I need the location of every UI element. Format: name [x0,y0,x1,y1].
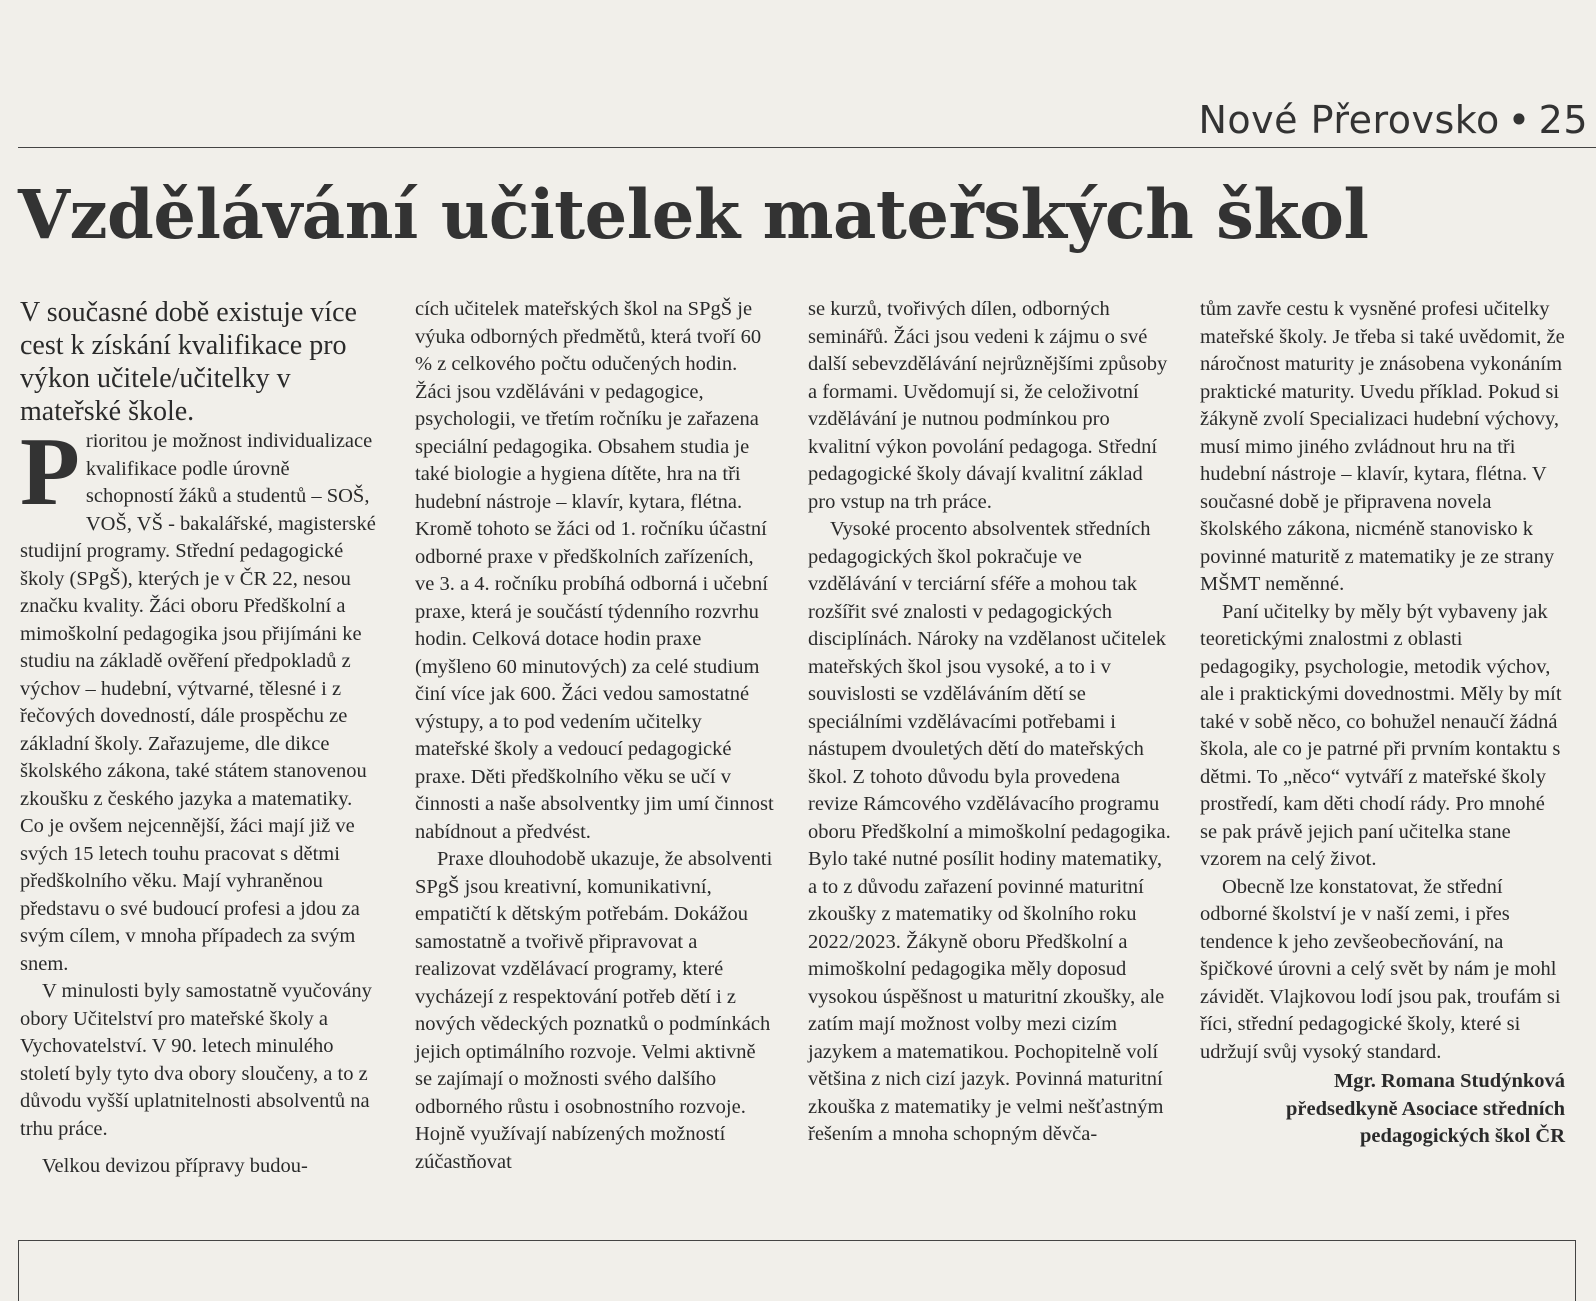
header-separator: • [1507,98,1531,142]
article-column-2 [415,296,777,1176]
author-name: Mgr. Romana Studýnková [1333,1070,1565,1092]
author-signature [1200,1068,1565,1151]
header-rule [18,147,1596,148]
paragraph-text: rioritou je možnost individualizace kvalifikace podle úrovně schopností žáků a studentů – SOŠ, VOŠ, VŠ - bakalářské, magisterské studijní programy. Střední pedagogické školy (SPgŠ), kterých je v ČR 22, nesou značku kvality. Žáci oboru Předškolní a mimoškolní pedagogika jsou přijímáni ke studiu na základě ověření předpokladů z výchov – hudební, výtvarné, tělesné i z řečových dovedností, dále prospěchu ze základní školy. Zařazujeme, dle dikce školského zákona, také státem stanovenou zkoušku z českého jazyka a matematiky. Co je ovšem nejcennější, žáci mají již ve svých 15 letech touhu pracovat s dětmi předškolního věku. Mají vyhraněnou představu o své budoucí profesi a jdou za svým cílem, v mnoha případech za svým snem. [20,430,376,975]
drop-cap: P [20,418,80,526]
article-paragraph: V minulosti byly samostatně vyučovány obory Učitelství pro mateřské školy a Vychovatelství. V 90. letech minulého století byly tyto dva obory sloučeny, a to z důvodu vyšší uplatnitelnosti absolventů na trhu práce. [20,980,372,1140]
article-paragraph: Paní učitelky by měly být vybaveny jak teoretickými znalostmi z oblasti pedagogiky, psychologie, metodik výchov, ale i praktickými dovednostmi. Měly by mít také v sobě něco, co bohužel nenaučí žádná škola, ale co je patrné při prvním kontaktu s dětmi. To „něco“ vytváří z mateřské školy prostředí, kam děti chodí rády. Pro mnohé se pak právě jejich paní učitelka stane vzorem na celý život. [1200,600,1562,870]
article-paragraph [20,418,380,978]
publication-name: Nové Přerovsko [1198,98,1500,142]
article-paragraph: tům zavře cestu k vysněné profesi učitelky mateřské školy. Je třeba si také uvědomit, že náročnost maturity je znásobena vykonáním praktické maturity. Uvedu příklad. Pokud si žákyně zvolí Specializaci hudební výchovy, musí mimo jiného zvládnout hru na tři hudební nástroje – klavír, kytara, flétna. V současné době je připravena novela školského zákona, nicméně stanovisko k povinné maturitě z matematiky je ze strany MŠMT neměnné. [1200,298,1565,595]
article-column-1 [20,296,380,1181]
author-role: předsedkyně Asociace středních [1285,1097,1565,1120]
article-lead: V současné době existuje více cest k získání kvalifikace pro výkon učitele/učitelky v mateřské škole. [20,297,357,427]
page-header [1198,98,1588,142]
author-role: pedagogických škol ČR [1359,1125,1565,1147]
article-paragraph: Obecně lze konstatovat, že střední odborné školství je v naší zemi, i přes tendence k jeho zevšeobecňování, na špičkové úrovni a celý svět by nám je mohl závidět. Vlajkovou lodí jsou pak, troufám si říci, střední pedagogické školy, které si udržují svůj vysoký standard. [1200,875,1561,1063]
article-headline: Vzdělávání učitelek mateřských škol [18,175,1369,254]
article-column-3 [808,296,1173,1149]
article-paragraph: Vysoké procento absolventek středních pedagogických škol pokračuje ve vzdělávání v terciární sféře a mohou tak rozšířit své znalosti v pedagogických disciplínách. Nároky na vzdělanost učitelek mateřských škol jsou vysoké, a to i v souvislosti se vzděláváním dětí se speciálními vzdělávacími potřebami i nástupem dvouletých dětí do mateřských škol. Z tohoto důvodu byla provedena revize Rámcového vzdělávacího programu oboru Předškolní a mimoškolní pedagogika. Bylo také nutné posílit hodiny matematiky, a to z důvodu zařazení povinné maturitní zkoušky z matematiky od školního roku 2022/2023. Žákyně oboru Předškolní a mimoškolní pedagogika měly doposud vysokou úspěšnost u maturitní zkoušky, ale zatím mají možnost volby mezi cizím jazykem a matematikou. Pochopitelně volí většina z nich cizí jazyk. Povinná maturitní zkouška z matematiky je velmi nešťastným řešením a mnoha schopným děvča- [808,518,1171,1145]
article-column-4 [1200,296,1565,1151]
article-paragraph: se kurzů, tvořivých dílen, odborných seminářů. Žáci jsou vedeni k zájmu o své další sebevzdělávání nejrůznějšími způsoby a formami. Uvědomují si, že celoživotní vzdělávání je nutnou podmínkou pro kvalitní výkon povolání pedagoga. Střední pedagogické školy dávají kvalitní základ pro vstup na trh práce. [808,298,1168,513]
article-paragraph: cích učitelek mateřských škol na SPgŠ je výuka odborných předmětů, která tvoří 60 % z celkového počtu odučených hodin. Žáci jsou vzděláváni v pedagogice, psychologii, ve třetím ročníku je zařazena speciální pedagogika. Obsahem studia je také biologie a hygiena dítěte, hra na tři hudební nástroje – klavír, kytara, flétna. Kromě tohoto se žáci od 1. ročníku účastní odborné praxe v předškolních zařízeních, ve 3. a 4. ročníku probíhá odborná i učební praxe, která je součástí týdenního rozvrhu hodin. Celková dotace hodin praxe (myšleno 60 minutových) za celé studium činí více jak 600. Žáci vedou samostatné výstupy, a to pod vedením učitelky mateřské školy a vedoucí pedagogické praxe. Děti předškolního věku se učí v činnosti a naše absolventky jim umí činnost nabídnout a předvést. [415,298,774,843]
article-paragraph: Praxe dlouhodobě ukazuje, že absolventi SPgŠ jsou kreativní, komunikativní, empatičtí k dětským potřebám. Dokážou samostatně a tvořivě připravovat a realizovat vzdělávací programy, které vycházejí z respektování potřeb dětí i z nových vědeckých poznatků o podmínkách jejich optimálního rozvoje. Velmi aktivně se zajímají o možnosti svého dalšího odborného růstu i osobnostního rozvoje. Hojně využívají nabízených možností zúčastňovat [415,848,773,1173]
page-number: 25 [1538,98,1588,142]
article-paragraph: Velkou devizou přípravy budou- [42,1155,308,1177]
